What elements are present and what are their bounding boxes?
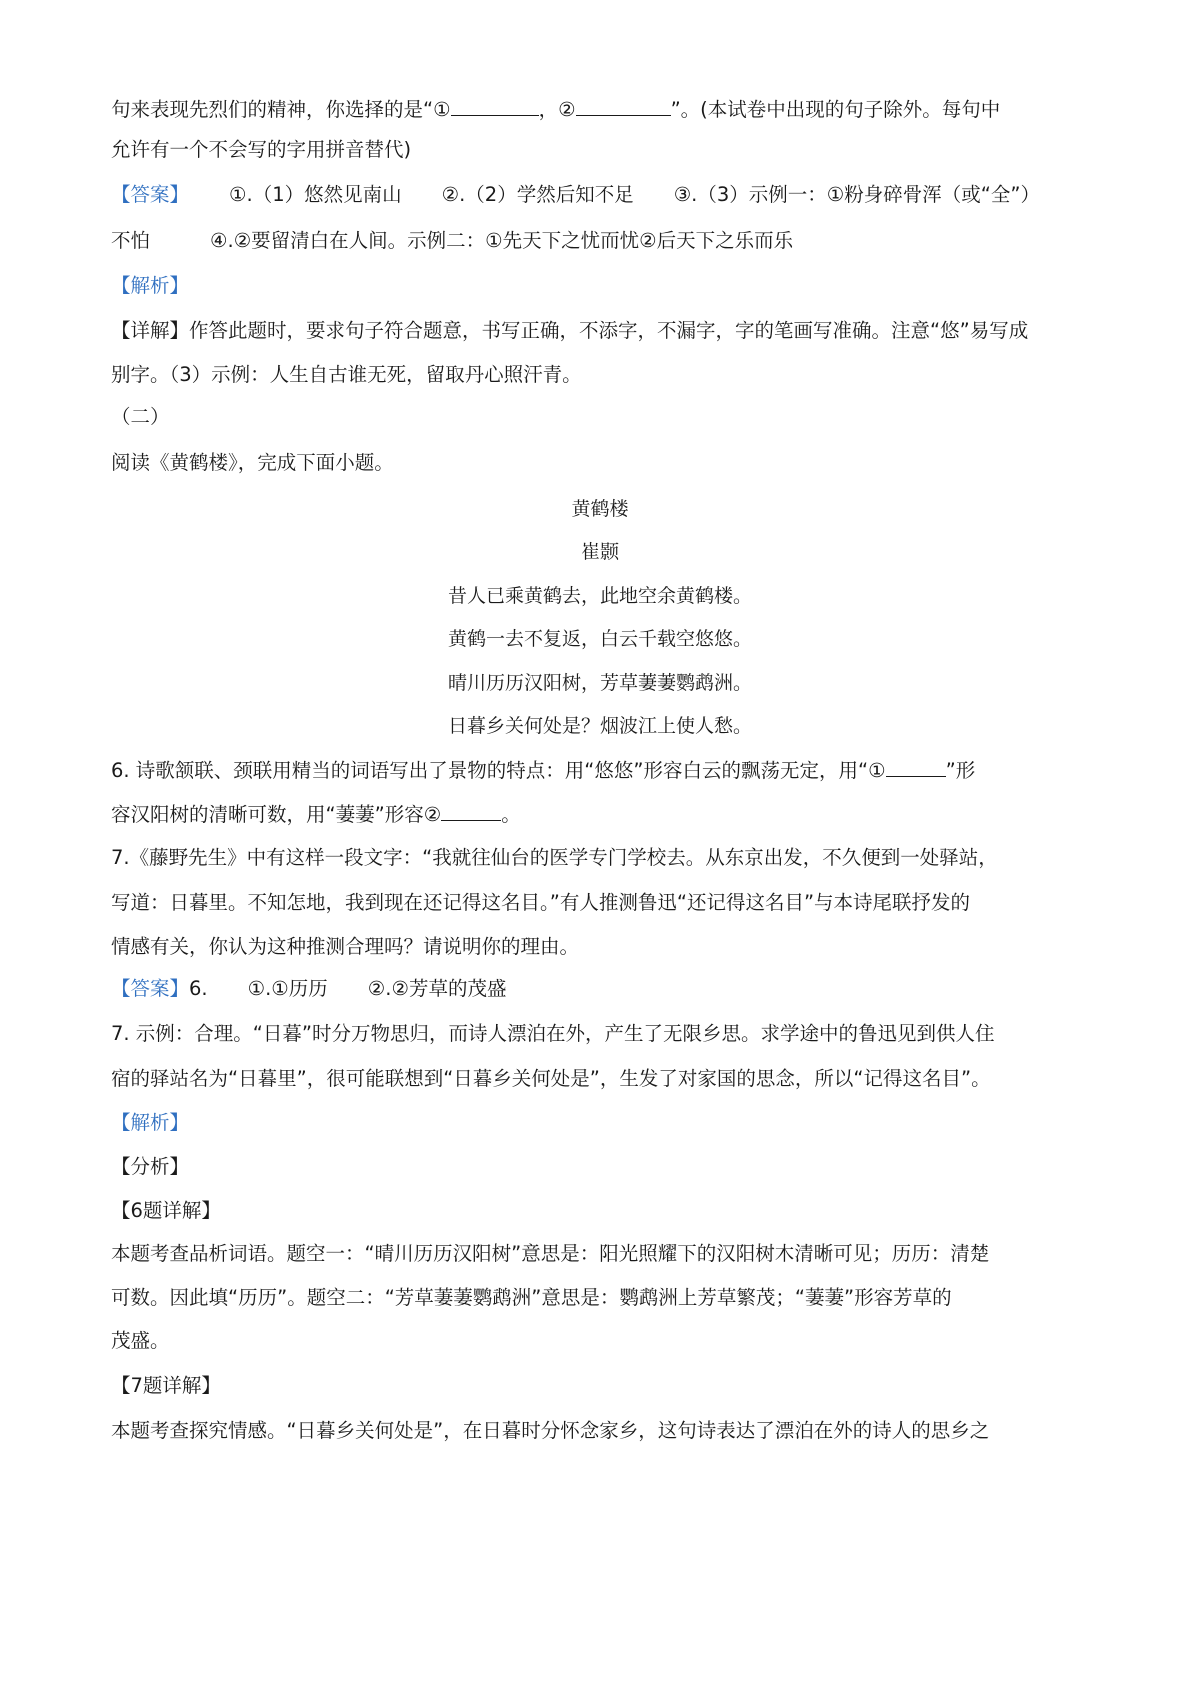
poem-author: 崔颢: [580, 541, 619, 563]
analysis-fenxi: 【分析】: [111, 1155, 190, 1178]
q6-text-d: 。: [501, 803, 521, 826]
detail-6-line-2: 可数。因此填“历历”。题空二：“芳草萋萋鹦鹉洲”意思是：鹦鹉洲上芳草繁茂；“萋萋”形容芳草的: [111, 1286, 952, 1309]
poem-title: 黄鹤楼: [571, 498, 629, 520]
q7-line-1: 7.《藤野先生》中有这样一段文字：“我就往仙台的医学专门学校去。从东京出发，不久便到一处驿站，: [111, 846, 998, 869]
poem-line-3: 晴川历历汉阳树，芳草萋萋鹦鹉洲。: [447, 672, 752, 694]
detail-7-title: 【7题详解】: [111, 1374, 221, 1397]
q6-line-2: [111, 800, 1100, 828]
q6-text-a: 6. 诗歌颔联、颈联用精当的词语写出了景物的特点：用“悠悠”形容白云的飘荡无定，用“①: [111, 759, 886, 782]
answer-7-line-2: 宿的驿站名为“日暮里”，很可能联想到“日暮乡关何处是”，生发了对家国的思念，所以“记得这名目”。: [111, 1067, 991, 1090]
detail-1-line-2: 别字。（3）示例：人生自古谁无死，留取丹心照汗青。: [111, 363, 582, 386]
analysis-tag-2: 【解析】: [111, 1111, 190, 1134]
poem-line-4: 日暮乡关何处是？烟波江上使人愁。: [447, 715, 752, 737]
analysis-tag-1: 【解析】: [111, 274, 190, 297]
poem-line-1: 昔人已乘黄鹤去，此地空余黄鹤楼。: [447, 585, 752, 607]
answer-part-3-cont: 不怕: [111, 229, 151, 252]
answer-part-4: ④.②要留清白在人间。示例二：①先天下之忧而忧②后天下之乐而乐: [210, 229, 794, 252]
answer-1-line-1: [111, 182, 1100, 208]
q5-text-b: ，②: [538, 98, 576, 121]
answer-part-2: ②.（2）学然后知不足: [441, 183, 634, 206]
q7-line-2: 写道：日暮里。不知怎地，我到现在还记得这名目。”有人推测鲁迅“还记得这名目”与本诗尾联抒发的: [111, 891, 971, 914]
q5-line-2: 允许有一个不会写的字用拼音替代): [111, 138, 412, 161]
detail-7-line-1: 本题考查探究情感。“日暮乡关何处是”，在日暮时分怀念家乡，这句诗表达了漂泊在外的诗人的思乡之: [111, 1419, 990, 1442]
answer-part-3: ③.（3）示例一：①粉身碎骨浑（或“全”）: [673, 183, 1040, 206]
answer-tag: 【答案】: [111, 183, 190, 206]
answer-6-part-2: ②.②芳草的茂盛: [367, 977, 507, 1000]
poem-line-2: 黄鹤一去不复返，白云千载空悠悠。: [447, 628, 752, 650]
detail-6-line-3: 茂盛。: [111, 1329, 170, 1352]
detail-6-line-1: 本题考查品析词语。题空一：“晴川历历汉阳树”意思是：阳光照耀下的汉阳树木清晰可见；历历：清楚: [111, 1242, 990, 1265]
section-title: （二）: [111, 405, 170, 428]
answer-part-1: ①.（1）悠然见南山: [229, 183, 402, 206]
answer-2-line-1: [111, 976, 1100, 1002]
q6-text-b: ”形: [945, 759, 976, 782]
answer-6-part-1: ①.①历历: [247, 977, 328, 1000]
q5-text-a: 句来表现先烈们的精神，你选择的是“①: [111, 98, 451, 121]
answer-1-line-2: [111, 228, 1100, 254]
q6-blank-2: [441, 800, 501, 821]
answer-num: 6.: [189, 977, 208, 1000]
q5-text-c: ”。(本试卷中出现的句子除外。每句中: [670, 98, 1001, 121]
answer-tag-2: 【答案】: [111, 977, 190, 1000]
section-intro: 阅读《黄鹤楼》，完成下面小题。: [111, 451, 394, 474]
q5-line-1: [111, 95, 1100, 123]
answer-blank-2: [576, 95, 671, 116]
q6-blank-1: [886, 756, 946, 777]
detail-1-line-1: 【详解】作答此题时，要求句子符合题意，书写正确，不添字，不漏字，字的笔画写准确。注意“悠”易写成: [111, 319, 1029, 342]
answer-7-line-1: 7. 示例：合理。“日暮”时分万物思归，而诗人漂泊在外，产生了无限乡思。求学途中的鲁迅见到供人住: [111, 1022, 995, 1045]
q7-line-3: 情感有关，你认为这种推测合理吗？请说明你的理由。: [111, 935, 580, 958]
answer-blank-1: [451, 95, 539, 116]
q6-line-1: [111, 756, 1100, 784]
detail-6-title: 【6题详解】: [111, 1199, 221, 1222]
q6-text-c: 容汉阳树的清晰可数，用“萋萋”形容②: [111, 803, 442, 826]
